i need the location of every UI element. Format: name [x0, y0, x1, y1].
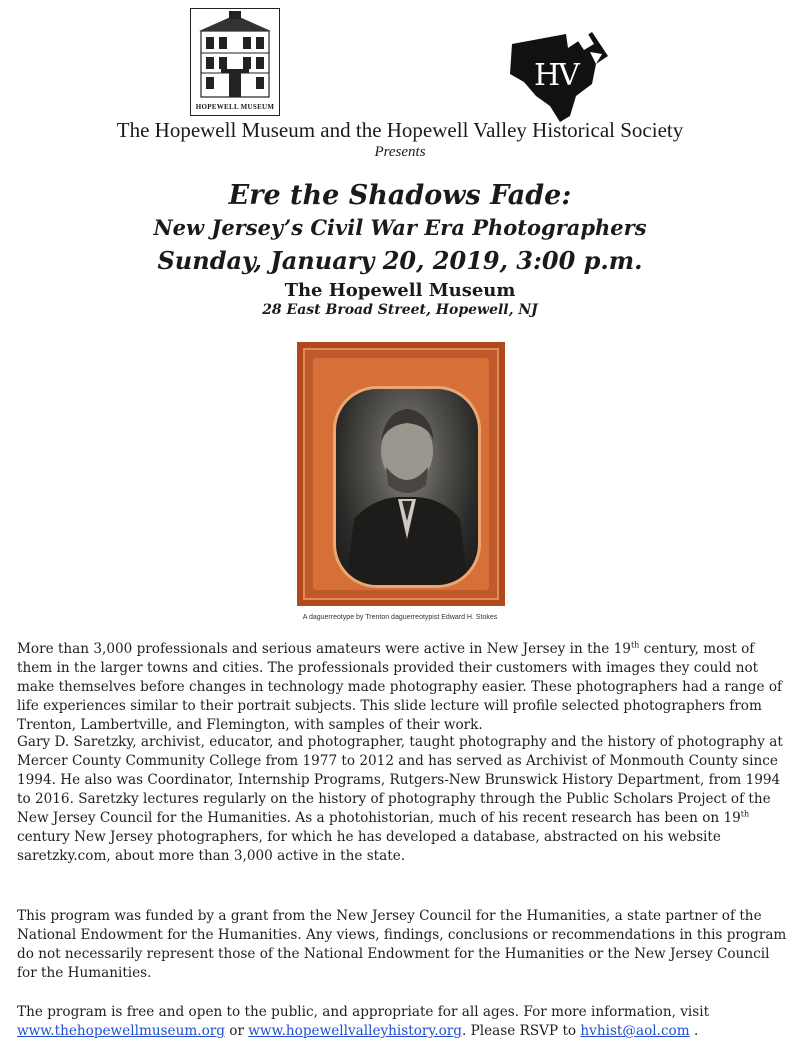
daguerreotype-photo: [297, 342, 505, 606]
presents-line: Presents: [374, 144, 426, 160]
portrait-plate: [333, 386, 481, 588]
portrait-figure-icon: [336, 389, 478, 585]
event-address: 28 East Broad Street, Hopewell, NJ: [262, 302, 538, 318]
paragraph-contact-info: The program is free and open to the public, and appropriate for all ages. For more information, visit www.thehopewellmuseum.org or www.hopewellvalleyhistory.org. Please RSVP to hvhist@aol.com .: [17, 1004, 710, 1039]
hopewell-museum-logo: [190, 8, 280, 116]
presenter-line: The Hopewell Museum and the Hopewell Valley Historical Society: [116, 118, 684, 142]
rsvp-email-link[interactable]: hvhist@aol.com: [580, 1023, 690, 1039]
paragraph-overview: More than 3,000 professionals and serious amateurs were active in New Jersey in the 19th century, most of them in the larger towns and cities. The professionals provided their customers with images they could not make themselves before changes in technology made photography easier. These photographers had a range of life experiences similar to their portrait subjects. This slide lecture will profile selected photographers from Trenton, Lambertville, and Flemington, with samples of their work.: [17, 640, 783, 733]
hopewell-valley-historical-society-logo: [506, 30, 610, 124]
museum-building-icon: [191, 9, 279, 101]
society-website-link[interactable]: www.hopewellvalleyhistory.org: [248, 1023, 462, 1039]
museum-website-link[interactable]: www.thehopewellmuseum.org: [17, 1023, 225, 1039]
event-date: Sunday, January 20, 2019, 3:00 p.m.: [157, 246, 643, 275]
paragraph-speaker-bio: Gary D. Saretzky, archivist, educator, and photographer, taught photography and the history of photography at Mercer County Community College from 1977 to 2012 and has served as Archivist of Monmouth County since 1994. He also was Coordinator, Internship Programs, Rutgers-New Brunswick History Department, from 1994 to 2016. Saretzky lectures regularly on the history of photography through the Public Scholars Project of the New Jersey Council for the Humanities. As a photohistorian, much of his recent research has been on 19th century New Jersey photographers, for which he has developed a database, abstracted on his website saretzky.com, about more than 3,000 active in the state.: [17, 734, 783, 864]
event-title: Ere the Shadows Fade:: [228, 180, 572, 211]
photo-caption: A daguerreotype by Trenton daguerreotypist Edward H. Stokes: [302, 614, 498, 621]
event-subtitle: New Jersey’s Civil War Era Photographers: [153, 215, 647, 240]
society-initials: HV: [534, 58, 578, 93]
photo-mat: [313, 358, 489, 590]
museum-logo-caption: HOPEWELL MUSEUM: [195, 103, 275, 111]
event-venue: The Hopewell Museum: [284, 280, 516, 301]
paragraph-funding-disclaimer: This program was funded by a grant from the New Jersey Council for the Humanities, a state partner of the National Endowment for the Humanities. Any views, findings, conclusions or recommendations in this program do not necessarily represent those of the National Endowment for the Humanities or the New Jersey Council for the Humanities.: [17, 908, 787, 981]
